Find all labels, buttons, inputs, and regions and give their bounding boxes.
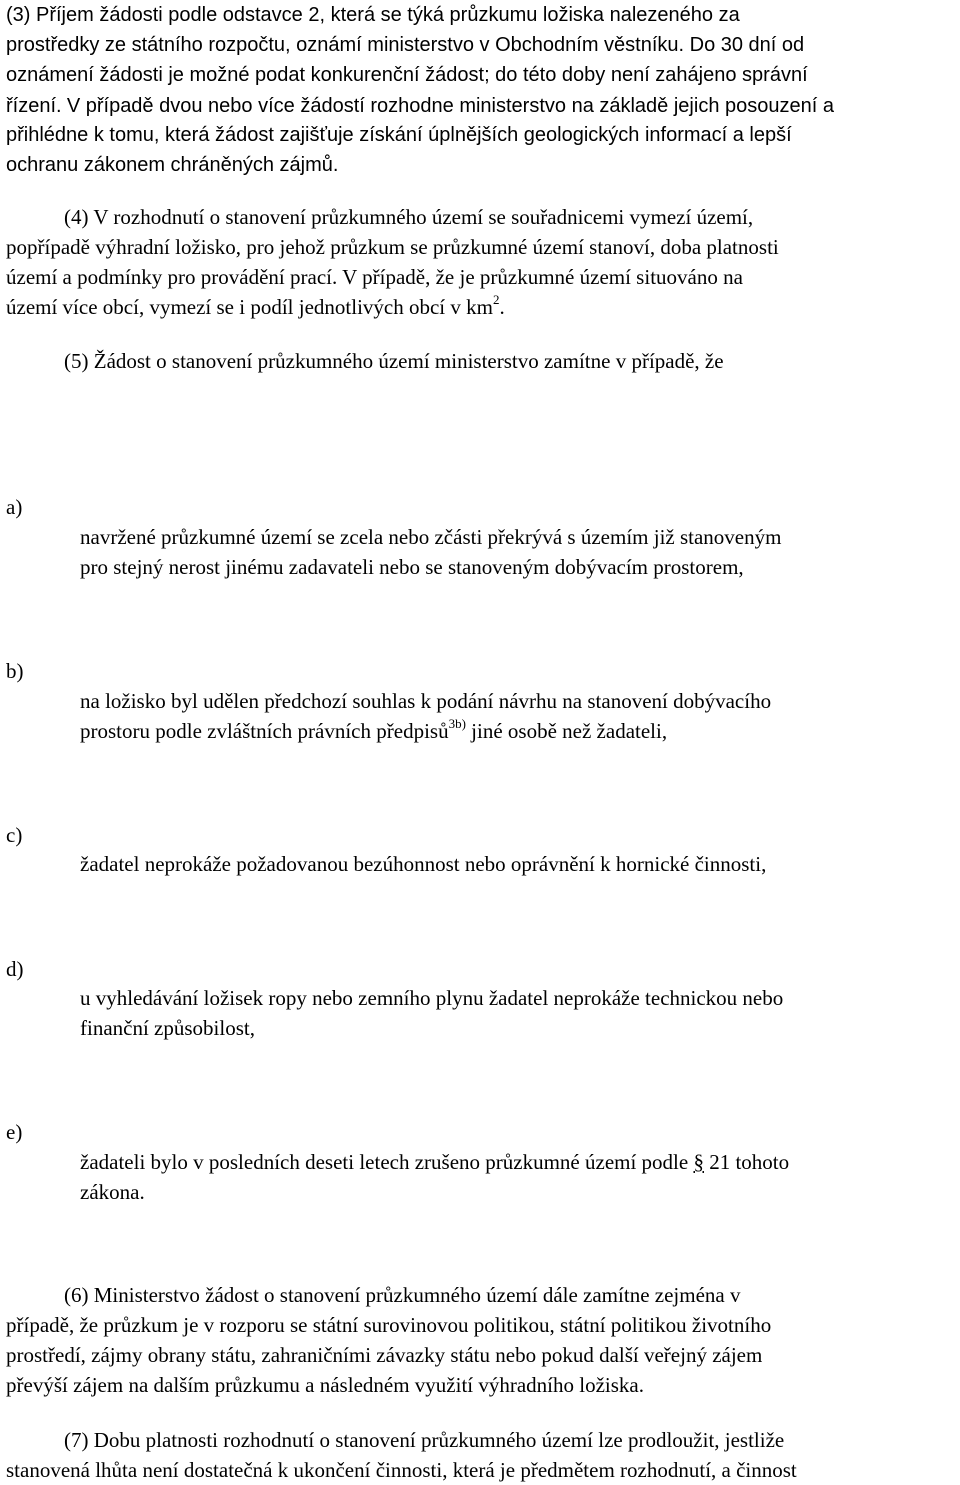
item-label: a) bbox=[6, 495, 23, 519]
item-label: b) bbox=[6, 659, 24, 683]
item-line: finanční způsobilost, bbox=[80, 1016, 255, 1040]
p4-text: území více obcí, vymezí se i podíl jednotlivých obcí v km bbox=[6, 295, 493, 319]
item-line: na ložisko byl udělen předchozí souhlas k podání návrhu na stanovení dobývacího bbox=[80, 689, 772, 713]
p3-line: (3) Příjem žádosti podle odstavce 2, která se týká průzkumu ložiska nalezeného za bbox=[6, 4, 740, 26]
p3-line: oznámení žádosti je možné podat konkurenční žádost; do této doby není zahájeno správní bbox=[6, 64, 808, 86]
item-label: e) bbox=[6, 1120, 23, 1144]
item-line: zákona. bbox=[80, 1180, 145, 1204]
p4-line: (4) V rozhodnutí o stanovení průzkumného území se souřadnicemi vymezí území, bbox=[64, 205, 754, 229]
item-line bbox=[80, 1147, 789, 1177]
p3-line bbox=[6, 90, 834, 121]
item-line: navržené průzkumné území se zcela nebo zčásti překrývá s územím již stanoveným bbox=[80, 525, 782, 549]
p3-word: řízení. bbox=[6, 95, 62, 117]
p4-line: popřípadě výhradní ložisko, pro jehož průzkum se průzkumné území stanoví, doba platnosti bbox=[6, 235, 779, 259]
p5-intro: (5) Žádost o stanovení průzkumného území ministerstvo zamítne v případě, že bbox=[64, 349, 724, 373]
p6-line: případě, že průzkum je v rozporu se státní surovinovou politikou, státní politikou životního bbox=[6, 1313, 772, 1337]
item-line: pro stejný nerost jinému zadavateli nebo se stanoveným dobývacím prostorem, bbox=[80, 555, 744, 579]
section-sign: § bbox=[693, 1150, 704, 1174]
p4-line bbox=[6, 292, 505, 322]
p6-line: prostředí, zájmy obrany státu, zahraničními závazky státu nebo pokud další veřejný zájem bbox=[6, 1343, 763, 1367]
item-line: žadatel neprokáže požadovanou bezúhonnost nebo oprávnění k hornické činnosti, bbox=[80, 852, 767, 876]
item-text: 21 tohoto bbox=[703, 1150, 790, 1174]
footnote-ref: 3b) bbox=[448, 716, 466, 731]
item-line: u vyhledávání ložisek ropy nebo zemního plynu žadatel neprokáže technickou nebo bbox=[80, 986, 784, 1010]
p7-line: (7) Dobu platnosti rozhodnutí o stanovení průzkumného území lze prodloužit, jestliže bbox=[64, 1428, 785, 1452]
p3-line: ochranu zákonem chráněných zájmů. bbox=[6, 154, 339, 176]
p6-line: (6) Ministerstvo žádost o stanovení průzkumného území dále zamítne zejména v bbox=[64, 1283, 741, 1307]
p4-line: území a podmínky pro provádění prací. V případě, že je průzkumné území situováno na bbox=[6, 265, 743, 289]
p3-sentence: V případě dvou nebo více žádostí rozhodne ministerstvo na základě jejich posouzení a bbox=[66, 95, 834, 117]
p4-period: . bbox=[499, 295, 505, 319]
item-text: žadateli bylo v posledních deseti letech zrušeno průzkumné území podle bbox=[80, 1150, 694, 1174]
item-label: d) bbox=[6, 957, 24, 981]
item-label: c) bbox=[6, 823, 23, 847]
p6-line: převýší zájem na dalším průzkumu a následném využití výhradního ložiska. bbox=[6, 1373, 644, 1397]
item-text: prostoru podle zvláštních právních předpisů bbox=[80, 719, 449, 743]
item-text: jiné osobě než žadateli, bbox=[465, 719, 668, 743]
p3-line: prostředky ze státního rozpočtu, oznámí ministerstvo v Obchodním věstníku. Do 30 dní od bbox=[6, 34, 805, 56]
superscript: 2 bbox=[492, 292, 500, 307]
p3-line: přihlédne k tomu, která žádost zajišťuje získání úplnějších geologických informací a lepší bbox=[6, 124, 792, 146]
item-line bbox=[80, 716, 667, 746]
p7-line: stanovená lhůta není dostatečná k ukončení činnosti, která je předmětem rozhodnutí, a činnost bbox=[6, 1458, 797, 1482]
